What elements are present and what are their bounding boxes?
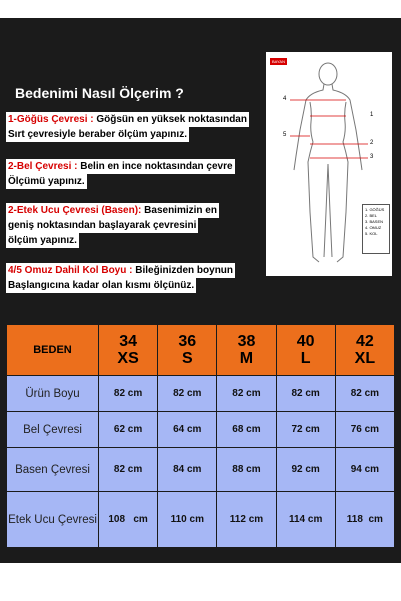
table-cell: 88 cm — [217, 448, 276, 492]
figure-number: 1 — [370, 112, 374, 118]
column-header-beden: BEDEN — [7, 325, 99, 376]
column-header-size: 40 L — [276, 325, 335, 376]
table-row — [7, 412, 395, 448]
column-header-size: 36 S — [158, 325, 217, 376]
table-cell: 76 cm — [335, 412, 394, 448]
table-row — [7, 376, 395, 412]
figure-number: 2 — [370, 140, 374, 146]
figure-tag: BAYAN — [272, 59, 285, 64]
instruction-arm — [6, 263, 235, 293]
table-row — [7, 448, 395, 492]
instruction-label: 4/5 Omuz Dahil Kol Boyu : — [8, 265, 133, 276]
table-cell: 82 cm — [335, 376, 394, 412]
instruction-line: geniş noktasından başlayarak çevresini — [8, 220, 197, 231]
size-table — [6, 324, 395, 548]
table-cell: 110 cm — [158, 492, 217, 548]
instruction-line: 2-Etek Ucu Çevresi (Basen): Basenimizin en — [8, 205, 217, 216]
instruction-label: 1-Göğüs Çevresi : — [8, 114, 94, 125]
table-header-row — [7, 325, 395, 376]
row-label: Bel Çevresi — [7, 412, 99, 448]
instruction-label: 2-Etek Ucu Çevresi (Basen): — [8, 205, 142, 216]
figure-number: 4 — [283, 96, 287, 102]
table-cell: 82 cm — [99, 376, 158, 412]
page-title: Bedenimi Nasıl Ölçerim ? — [15, 85, 184, 101]
instruction-line: 2-Bel Çevresi : Belin en ince noktasından çevre — [8, 161, 233, 172]
table-cell: 72 cm — [276, 412, 335, 448]
column-header-size: 34 XS — [99, 325, 158, 376]
instruction-chest — [6, 112, 249, 142]
table-cell: 108 cm — [99, 492, 158, 548]
column-header-size: 42 XL — [335, 325, 394, 376]
row-label: Etek Ucu Çevresi — [7, 492, 99, 548]
table-cell: 64 cm — [158, 412, 217, 448]
table-cell: 94 cm — [335, 448, 394, 492]
row-label: Ürün Boyu — [7, 376, 99, 412]
instruction-line: 4/5 Omuz Dahil Kol Boyu : Bileğinizden boynun — [8, 265, 234, 276]
table-cell: 82 cm — [158, 376, 217, 412]
table-cell: 82 cm — [99, 448, 158, 492]
table-cell: 62 cm — [99, 412, 158, 448]
table-cell: 92 cm — [276, 448, 335, 492]
table-cell: 82 cm — [217, 376, 276, 412]
instruction-line: Başlangıcına kadar olan kısmı ölçünüz. — [8, 280, 195, 291]
instruction-line: Sırt çevresiyle beraber ölçüm yapınız. — [8, 129, 187, 140]
figure-number: 5 — [283, 132, 287, 138]
table-cell: 114 cm — [276, 492, 335, 548]
instruction-label: 2-Bel Çevresi : — [8, 161, 78, 172]
instruction-line: ölçüm yapınız. — [8, 235, 77, 246]
figure-number: 3 — [370, 154, 374, 160]
table-cell: 118 cm — [335, 492, 394, 548]
instruction-hip — [6, 203, 219, 248]
table-cell: 68 cm — [217, 412, 276, 448]
column-header-size: 38 M — [217, 325, 276, 376]
figure-legend: 1. GÖĞÜS 2. BEL 3. BASEN 4. OMUZ 5. KOL — [362, 204, 390, 254]
table-cell: 84 cm — [158, 448, 217, 492]
instruction-line: 1-Göğüs Çevresi : Göğsün en yüksek noktasından — [8, 114, 247, 125]
body-measurement-figure — [266, 52, 392, 276]
table-cell: 112 cm — [217, 492, 276, 548]
instruction-line: Ölçümü yapınız. — [8, 176, 85, 187]
table-row — [7, 492, 395, 548]
row-label: Basen Çevresi — [7, 448, 99, 492]
table-cell: 82 cm — [276, 376, 335, 412]
instruction-waist — [6, 159, 235, 189]
